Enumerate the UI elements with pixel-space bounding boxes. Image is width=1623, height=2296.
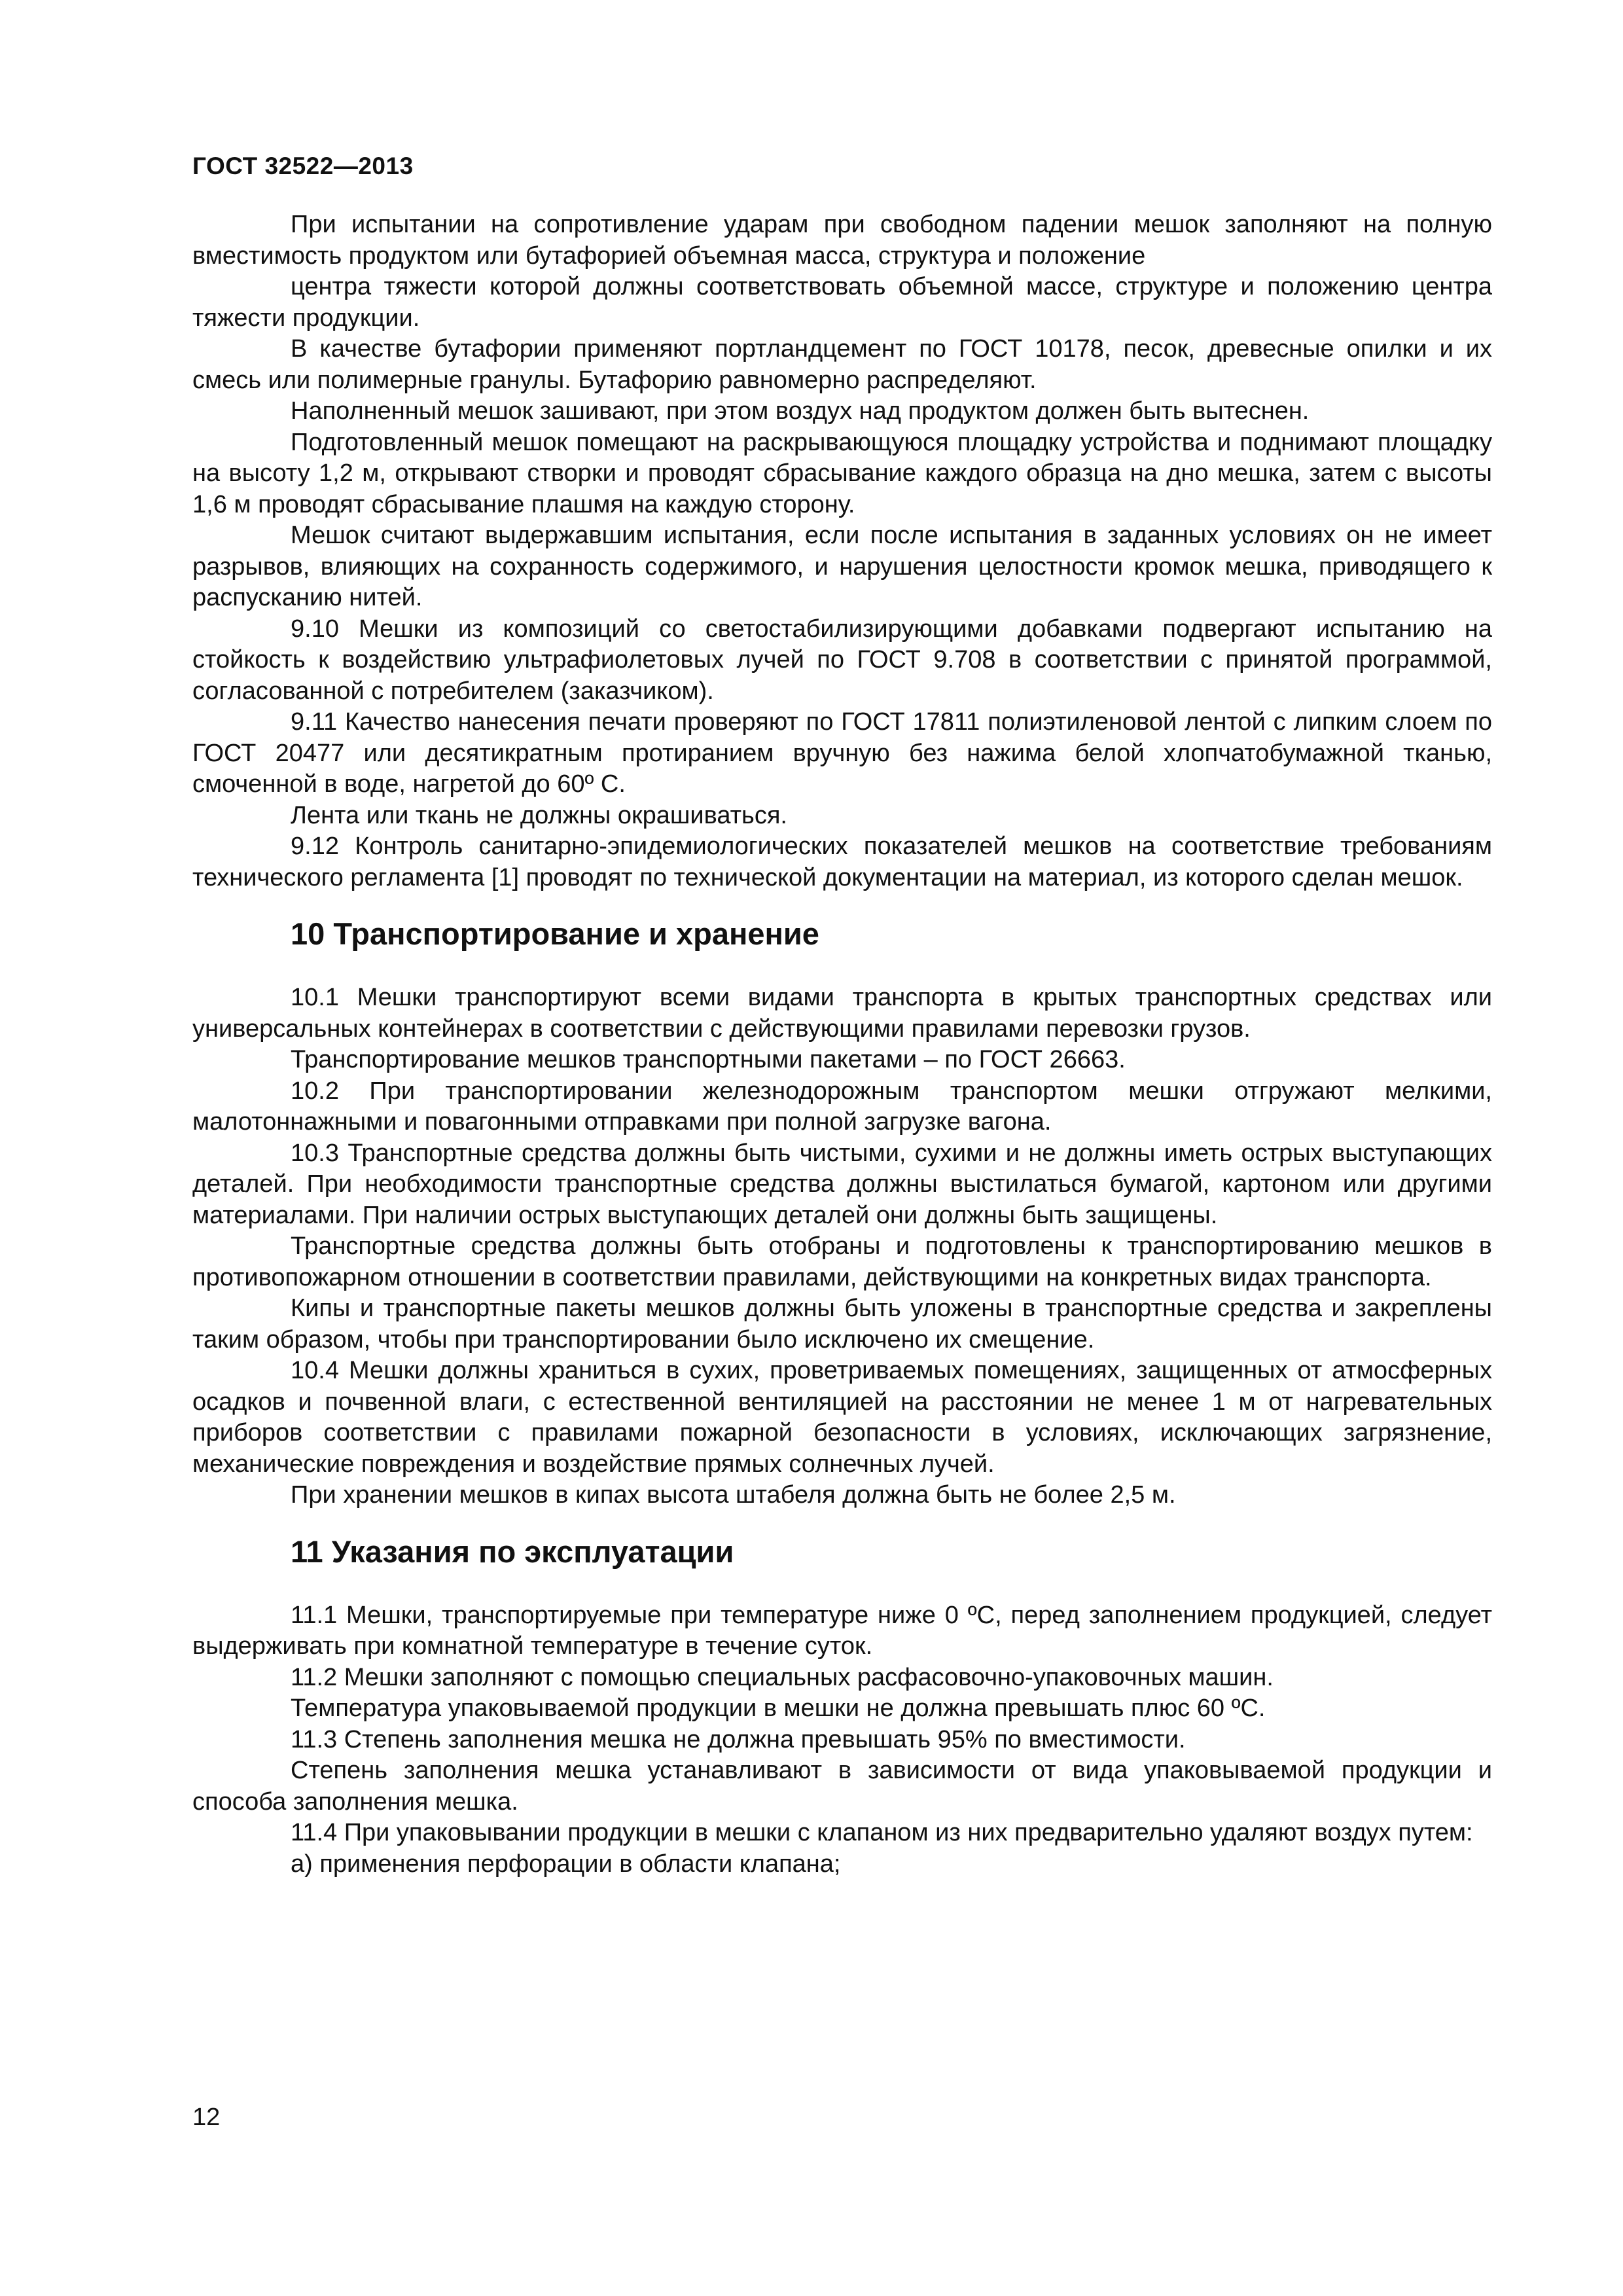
paragraph: 11.1 Мешки, транспортируемые при температуре ниже 0 ºС, перед заполнением продукцией, следует выдерживать при комнатной температуре в течение суток.	[192, 1601, 1492, 1660]
paragraph: Температура упаковываемой продукции в мешки не должна превышать плюс 60 ºС.	[291, 1695, 1266, 1722]
paragraph: Транспортные средства должны быть отобраны и подготовлены к транспортированию мешков в противопожарном отношении в соответствии правилами, действующими на конкретных видах транспорта.	[192, 1232, 1492, 1291]
paragraph: В качестве бутафории применяют портландцемент по ГОСТ 10178, песок, древесные опилки и их смесь или полимерные гранулы. Бутафорию равномерно распределяют.	[192, 335, 1492, 394]
paragraph: 9.11 Качество нанесения печати проверяют по ГОСТ 17811 полиэтиленовой лентой с липким слоем по ГОСТ 20477 или десятикратным протиранием вручную без нажима белой хлопчатобумажной тканью, смоченной в воде, нагретой до 60º С.	[192, 708, 1492, 798]
paragraph: Лента или ткань не должны окрашиваться.	[291, 801, 787, 829]
paragraph: а) применения перфорации в области клапана;	[291, 1850, 841, 1878]
section-heading-10: 10 Транспортирование и хранение	[291, 916, 819, 951]
paragraph: При хранении мешков в кипах высота штабеля должна быть не более 2,5 м.	[291, 1481, 1176, 1509]
paragraph: 11.4 При упаковывании продукции в мешки с клапаном из них предварительно удаляют воздух путем:	[291, 1819, 1473, 1846]
paragraph: Мешок считают выдержавшим испытания, если после испытания в заданных условиях он не имеет разрывов, влияющих на сохранность содержимого, и нарушения целостности кромок мешка, приводящего к распусканию нитей.	[192, 522, 1492, 611]
paragraph: Наполненный мешок зашивают, при этом воздух над продуктом должен быть вытеснен.	[291, 397, 1310, 425]
paragraph: Подготовленный мешок помещают на раскрывающуюся площадку устройства и поднимают площадку на высоту 1,2 м, открывают створки и проводят сбрасывание каждого образца на дно мешка, затем с высоты 1,6 м проводят сбрасывание плашмя на каждую сторону.	[192, 428, 1492, 518]
paragraph: 11.2 Мешки заполняют с помощью специальных расфасовочно-упаковочных машин.	[291, 1663, 1274, 1691]
paragraph: 10.1 Мешки транспортируют всеми видами транспорта в крытых транспортных средствах или универсальных контейнерах в соответствии с действующими правилами перевозки грузов.	[192, 984, 1492, 1043]
section-heading-11: 11 Указания по эксплуатации	[291, 1534, 734, 1569]
paragraph: 9.10 Мешки из композиций со светостабилизирующими добавками подвергают испытанию на стойкость к воздействию ультрафиолетовых лучей по ГОСТ 9.708 в соответствии с принятой программой, согласованной с потребителем (заказчиком).	[192, 615, 1492, 705]
document-header: ГОСТ 32522—2013	[192, 152, 414, 179]
document-body	[192, 209, 1492, 1880]
paragraph: 11.3 Степень заполнения мешка не должна превышать 95% по вместимости.	[291, 1725, 1186, 1753]
paragraph: Транспортирование мешков транспортными пакетами – по ГОСТ 26663.	[291, 1046, 1126, 1073]
paragraph: 9.12 Контроль санитарно-эпидемиологических показателей мешков на соответствие требованиям технического регламента [1] проводят по технической документации на материал, из которого сделан мешок.	[192, 833, 1492, 891]
paragraph: 10.2 При транспортировании железнодорожным транспортом мешки отгружают мелкими, малотоннажными и повагонными отправками при полной загрузке вагона.	[192, 1077, 1492, 1136]
paragraph: 10.4 Мешки должны храниться в сухих, проветриваемых помещениях, защищенных от атмосферных осадков и почвенной влаги, с естественной вентиляцией на расстоянии не менее 1 м от нагревательных приборов соответствии с правилами пожарной безопасности в условиях, исключающих загрязнение, механические повреждения и воздействие прямых солнечных лучей.	[192, 1357, 1492, 1478]
paragraph: При испытании на сопротивление ударам при свободном падении мешок заполняют на полную вместимость продуктом или бутафорией объемная масса, структура и положение	[192, 211, 1492, 270]
paragraph: Степень заполнения мешка устанавливают в зависимости от вида упаковываемой продукции и способа заполнения мешка.	[192, 1757, 1492, 1816]
paragraph: 10.3 Транспортные средства должны быть чистыми, сухими и не должны иметь острых выступающих деталей. При необходимости транспортные средства должны выстилаться бумагой, картоном или другими материалами. При наличии острых выступающих деталей они должны быть защищены.	[192, 1139, 1492, 1229]
page-number: 12	[192, 2104, 221, 2131]
paragraph: Кипы и транспортные пакеты мешков должны быть уложены в транспортные средства и закреплены таким образом, чтобы при транспортировании было исключено их смещение.	[192, 1295, 1492, 1354]
paragraph: центра тяжести которой должны соответствовать объемной массе, структуре и положению центра тяжести продукции.	[192, 273, 1492, 332]
